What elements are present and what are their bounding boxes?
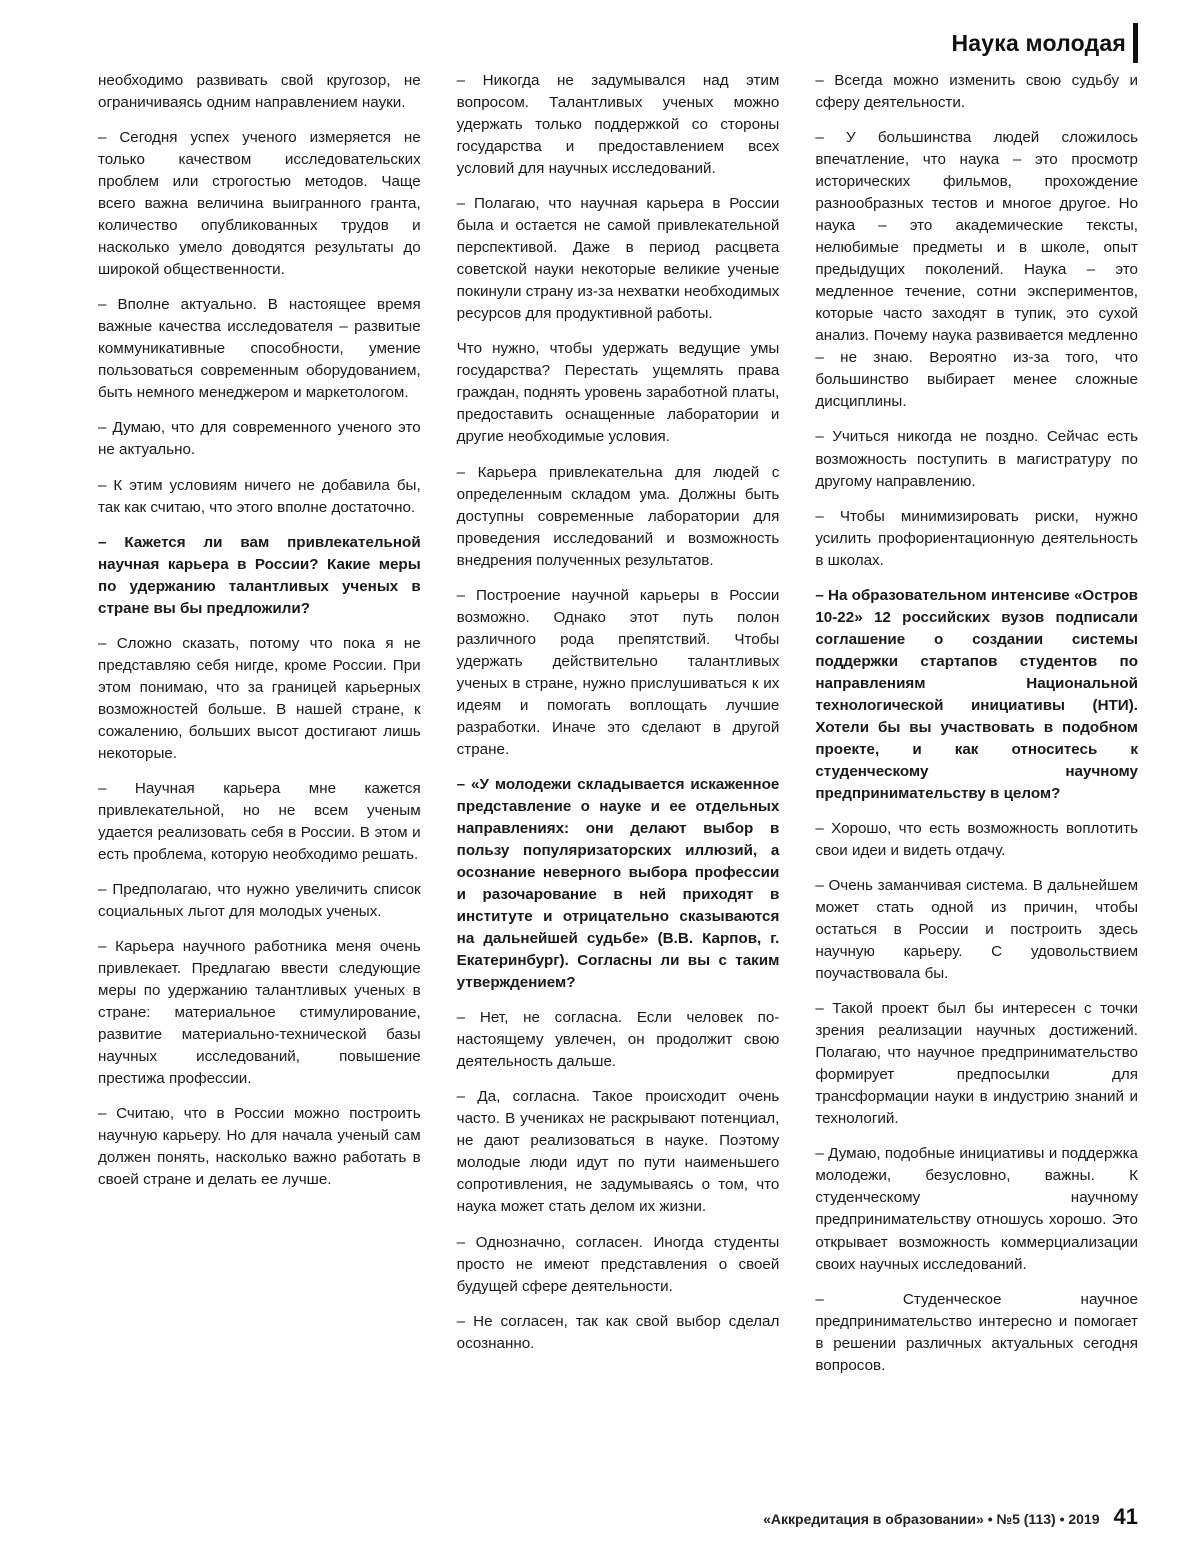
answer-paragraph: – У большинства людей сложилось впечатление, что наука – это просмотр исторических фильмов, прохождение разнообразных тестов и многое другое. Но наука – это академические тексты, нелюбимые предметы и в школе, опыт предыдущих поколений. Наука – это медленное течение, сотни экспериментов, которые часто заходят в тупик, это сухой анализ. Почему наука развивается медленно – не знаю. Вероятно из-за того, что большинство выбирает менее сложные дисциплины. <box>815 129 1139 411</box>
answer-paragraph: – Однозначно, согласен. Иногда студенты просто не имеют представления о своей будущей сфере деятельности. <box>456 1233 780 1295</box>
answer-paragraph: – Студенческое научное предпринимательство интересно и помогает в решении различных актуальных сегодня вопросов. <box>815 1290 1139 1374</box>
answer-paragraph: – К этим условиям ничего не добавила бы, так как считаю, что этого вполне достаточно. <box>98 476 421 516</box>
page-header <box>0 0 1200 70</box>
answer-paragraph: – Хорошо, что есть возможность воплотить свои идеи и видеть отдачу. <box>815 819 1139 859</box>
answer-paragraph: – Полагаю, что научная карьера в России была и остается не самой привлекательной перспективой. Даже в период расцвета советской науки некоторые великие ученые покинули страну из-за нехватки необходимых ресурсов для продуктивной работы. <box>456 195 780 323</box>
page-number: 41 <box>1113 1504 1138 1529</box>
answer-paragraph: – Всегда можно изменить свою судьбу и сферу деятельности. <box>815 72 1139 112</box>
answer-paragraph: – Думаю, подобные инициативы и поддержка молодежи, безусловно, важны. К студенческому научному предпринимательству отношусь хорошо. Это открывает возможность коммерциализации своих научных исследований. <box>815 1145 1139 1273</box>
answer-paragraph: – Сложно сказать, потому что пока я не представляю себя нигде, кроме России. При этом понимаю, что за границей карьерных возможностей больше. В нашей стране, к сожалению, больших высот достигают лишь некоторые. <box>98 634 421 762</box>
question-paragraph: – Кажется ли вам привлекательной научная карьера в России? Какие меры по удержанию талантливых ученых в стране вы бы предложили? <box>98 533 421 617</box>
article-columns <box>98 70 1138 1482</box>
answer-paragraph: – Не согласен, так как свой выбор сделал осознанно. <box>456 1312 780 1352</box>
answer-paragraph: – Очень заманчивая система. В дальнейшем может стать одной из причин, чтобы остаться в России и построить здесь научную карьеру. С удовольствием поучаствовала бы. <box>815 877 1139 983</box>
text-column-left <box>98 70 421 1482</box>
answer-paragraph: – Сегодня успех ученого измеряется не только качеством исследовательских проблем или строгостью методов. Чаще всего важна величина выигранного гранта, количество опубликованных трудов и насколько умело доводятся результаты до широкой общественности. <box>98 129 421 279</box>
page-footer <box>98 1504 1138 1534</box>
answer-paragraph: – Предполагаю, что нужно увеличить список социальных льгот для молодых ученых. <box>98 881 421 921</box>
answer-paragraph: – Карьера научного работника меня очень привлекает. Предлагаю ввести следующие меры по удержанию талантливых ученых в стране: материальное стимулирование, развитие материально-технической базы научных исследований, повышение престижа профессии. <box>98 938 421 1088</box>
answer-paragraph: – Считаю, что в России можно построить научную карьеру. Но для начала ученый сам должен понять, насколько важно работать в своей стране и делать ее лучше. <box>98 1105 421 1189</box>
answer-paragraph: – Такой проект был бы интересен с точки зрения реализации научных достижений. Полагаю, что научное предпринимательство формирует предпосылки для трансформации науки в индустрию знаний и технологий. <box>815 1000 1139 1128</box>
answer-paragraph: – Учиться никогда не поздно. Сейчас есть возможность поступить в магистратуру по другому направлению. <box>815 428 1139 490</box>
section-title: Наука молодая <box>951 30 1126 56</box>
answer-paragraph: – Карьера привлекательна для людей с определенным складом ума. Должны быть доступны современные лаборатории для проведения исследований и возможность внедрения полученных результатов. <box>456 463 780 569</box>
answer-paragraph: – Вполне актуально. В настоящее время важные качества исследователя – развитые коммуникативные способности, умение пользоваться современным оборудованием, быть немного менеджером и маркетологом. <box>98 296 421 402</box>
question-paragraph: – «У молодежи складывается искаженное представление о науке и ее отдельных направлениях: они делают выбор в пользу популяризаторских иллюзий, а осознание неверного выбора профессии и разочарование в ней приходят в институте и отрицательно сказываются на дальнейшей судьбе» (В.В. Карпов, г. Екатеринбург). Согласны ли вы с таким утверждением? <box>456 775 780 992</box>
answer-paragraph: – Да, согласна. Такое происходит очень часто. В учениках не раскрывают потенциал, не дают реализоваться в науке. Поэтому молодые люди идут по пути наименьшего сопротивления, не задумываясь о том, что наука может стать делом их жизни. <box>456 1088 780 1216</box>
answer-paragraph: – Научная карьера мне кажется привлекательной, но не всем ученым удается реализовать себя в России. В этом и есть проблема, которую необходимо решать. <box>98 779 421 863</box>
question-paragraph: – На образовательном интенсиве «Остров 10-22» 12 российских вузов подписали соглашение о создании системы поддержки стартапов студентов по направлениям Национальной технологической инициативы (НТИ). Хотели бы вы участвовать в подобном проекте, и как относитесь к студенческому научному предпринимательству в целом? <box>815 586 1139 802</box>
header-rule <box>1133 23 1138 63</box>
footer-source: «Аккредитация в образовании» • №5 (113) • 2019 <box>763 1511 1100 1527</box>
answer-paragraph: – Чтобы минимизировать риски, нужно усилить профориентационную деятельность в школах. <box>815 507 1139 569</box>
answer-paragraph: – Думаю, что для современного ученого это не актуально. <box>98 419 421 459</box>
answer-paragraph: необходимо развивать свой кругозор, не ограничиваясь одним направлением науки. <box>98 72 421 112</box>
text-column-right <box>815 70 1138 1482</box>
answer-paragraph: – Нет, не согласна. Если человек по-настоящему увлечен, он продолжит свою деятельность дальше. <box>456 1009 780 1071</box>
answer-paragraph: – Никогда не задумывался над этим вопросом. Талантливых ученых можно удержать только поддержкой со стороны государства и предоставлением всех условий для научных исследований. <box>456 72 780 178</box>
answer-paragraph: Что нужно, чтобы удержать ведущие умы государства? Перестать ущемлять права граждан, поднять уровень заработной платы, предоставить оснащенные лаборатории и другие необходимые условия. <box>456 340 780 446</box>
text-column-center <box>457 70 780 1482</box>
answer-paragraph: – Построение научной карьеры в России возможно. Однако этот путь полон различного рода препятствий. Чтобы удержать действительно талантливых ученых в стране, нужно прислушиваться к их идеям и помогать воплощать лучшие разработки. Иначе это сделают в другой стране. <box>456 586 780 758</box>
